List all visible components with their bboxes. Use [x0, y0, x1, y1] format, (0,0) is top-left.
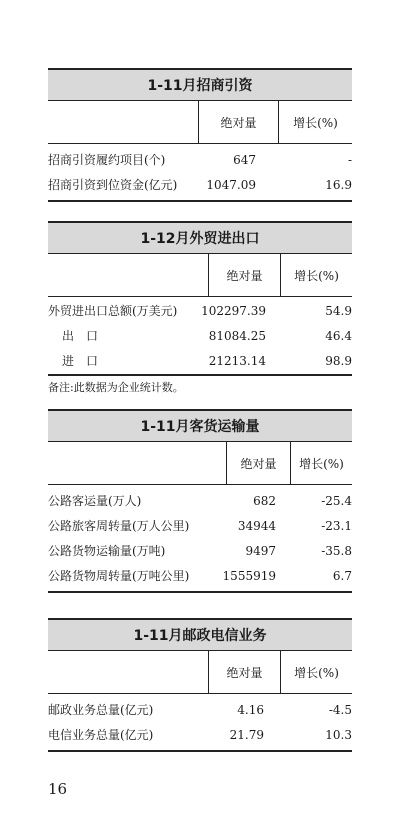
row-label: 招商引资履约项目(个)	[48, 153, 166, 167]
table-row	[48, 172, 352, 197]
column-header-absolute: 绝对量	[208, 254, 280, 296]
column-header-growth: 增长(%)	[280, 254, 352, 296]
row-growth: -35.8	[321, 543, 352, 558]
table-row	[48, 323, 352, 348]
table-header	[48, 254, 352, 297]
footnote: 备注:此数据为企业统计数。	[48, 381, 184, 394]
row-absolute: 682	[253, 493, 276, 508]
row-growth: 10.3	[325, 727, 352, 742]
row-absolute: 647	[233, 152, 256, 167]
row-growth: -23.1	[321, 518, 352, 533]
row-absolute: 34944	[237, 518, 276, 533]
row-label: 公路客运量(万人)	[48, 494, 142, 508]
section-transport	[48, 409, 352, 593]
row-label: 进 口	[62, 354, 99, 368]
column-header-absolute: 绝对量	[208, 651, 280, 693]
table-row	[48, 697, 352, 722]
table-row	[48, 538, 352, 563]
column-header-absolute: 绝对量	[198, 101, 278, 143]
section-investment	[48, 68, 352, 202]
table-row	[48, 147, 352, 172]
section-post-telecom	[48, 618, 352, 752]
row-absolute: 102297.39	[201, 303, 266, 318]
table-row	[48, 513, 352, 538]
row-absolute: 21.79	[229, 727, 264, 742]
row-growth: -4.5	[328, 702, 352, 717]
row-absolute: 81084.25	[208, 328, 266, 343]
row-label: 公路货物周转量(万吨公里)	[48, 569, 190, 583]
table-row	[48, 298, 352, 323]
row-growth: -25.4	[321, 493, 352, 508]
row-growth: 6.7	[332, 568, 352, 583]
row-growth: 16.9	[325, 177, 352, 192]
row-growth: 98.9	[325, 353, 352, 368]
row-label: 招商引资到位资金(亿元)	[48, 178, 178, 192]
row-growth: 54.9	[325, 303, 352, 318]
row-label: 公路旅客周转量(万人公里)	[48, 519, 190, 533]
row-label: 电信业务总量(亿元)	[48, 728, 154, 742]
row-label: 出 口	[62, 329, 99, 343]
row-absolute: 21213.14	[208, 353, 266, 368]
table-row	[48, 563, 352, 588]
table-header	[48, 101, 352, 144]
page-number: 16	[48, 780, 68, 798]
section-title: 1-11月招商引资	[48, 68, 352, 101]
row-absolute: 9497	[245, 543, 276, 558]
section-title: 1-11月客货运输量	[48, 409, 352, 442]
section-title: 1-12月外贸进出口	[48, 221, 352, 254]
row-growth: -	[347, 152, 352, 167]
column-header-growth: 增长(%)	[290, 442, 352, 484]
column-header-absolute: 绝对量	[226, 442, 290, 484]
row-absolute: 1047.09	[206, 177, 256, 192]
column-header-growth: 增长(%)	[278, 101, 352, 143]
section-foreign-trade	[48, 221, 352, 376]
table-row	[48, 722, 352, 747]
table-row	[48, 348, 352, 373]
row-label: 公路货物运输量(万吨)	[48, 544, 166, 558]
row-label: 邮政业务总量(亿元)	[48, 703, 154, 717]
row-absolute: 4.16	[237, 702, 264, 717]
table-header	[48, 442, 352, 485]
row-label: 外贸进出口总额(万美元)	[48, 304, 178, 318]
table-row	[48, 488, 352, 513]
section-title: 1-11月邮政电信业务	[48, 618, 352, 651]
table-header	[48, 651, 352, 694]
column-header-growth: 增长(%)	[280, 651, 352, 693]
row-growth: 46.4	[325, 328, 352, 343]
row-absolute: 1555919	[222, 568, 276, 583]
